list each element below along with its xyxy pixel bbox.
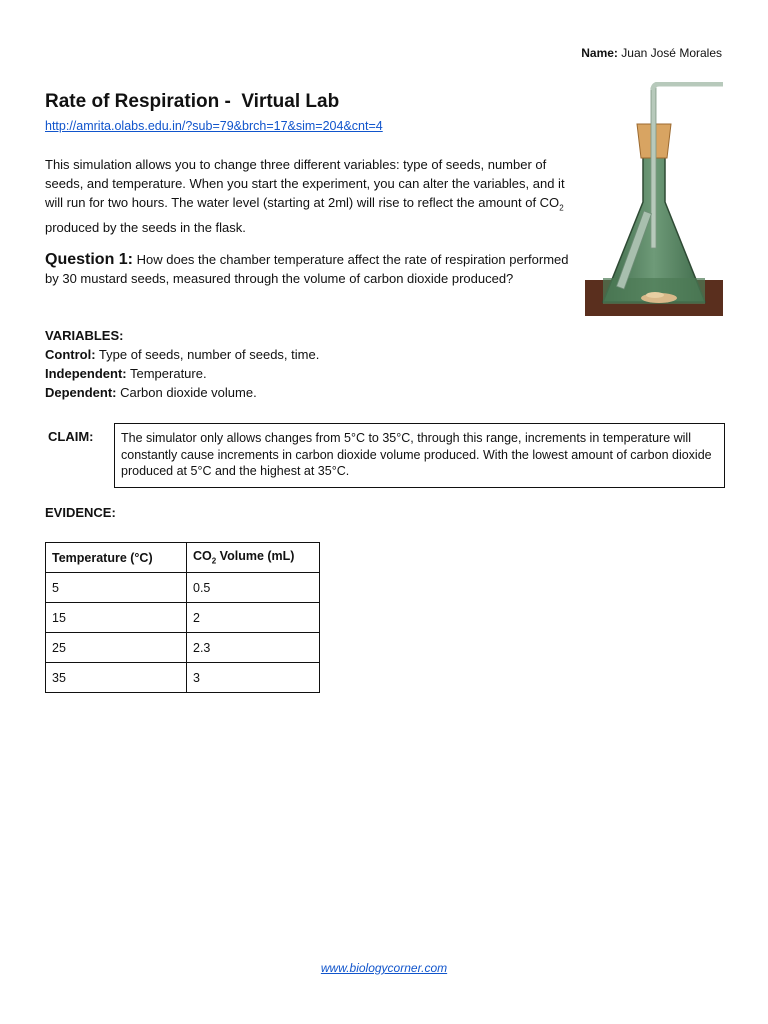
co2-header: $CO_2$ Volume (mL) (187, 543, 320, 573)
question-text: How does the chamber temperature affect the rate of respiration performed by 30 mustard seeds, measured through the volume of carbon dioxide produced? (45, 252, 569, 286)
intro-text-2: produced by the seeds in the flask. (45, 219, 246, 235)
temperature-cell: 15 (46, 603, 187, 633)
control-label: Control: (45, 347, 96, 362)
control-value: Type of seeds, number of seeds, time. (95, 347, 320, 362)
table-row (46, 633, 320, 663)
question-label: Question 1: (45, 251, 134, 268)
student-name (581, 46, 722, 60)
temperature-cell: 35 (46, 663, 187, 693)
page-title: Rate of Respiration - Virtual Lab (45, 91, 340, 112)
footer-link[interactable]: www.biologycorner.com (320, 961, 448, 975)
table-row (46, 573, 320, 603)
temperature-cell: 5 (46, 573, 187, 603)
independent-label: Independent: (45, 366, 127, 381)
evidence-label: EVIDENCE: (45, 505, 116, 520)
table-row (46, 603, 320, 633)
dependent-label: Dependent: (45, 385, 117, 400)
co2-cell: 3 (187, 663, 320, 693)
dependent-value: Carbon dioxide volume. (116, 385, 257, 400)
intro-subscript: 2 (559, 203, 564, 213)
table-header-row (46, 543, 320, 573)
evidence-table (45, 542, 320, 693)
co2-cell: 2 (187, 603, 320, 633)
co2-cell: 2.3 (187, 633, 320, 663)
table-row (46, 663, 320, 693)
name-label: Name: (581, 46, 618, 60)
intro-paragraph (45, 155, 573, 237)
variables-heading: VARIABLES: (45, 328, 124, 343)
claim-text: The simulator only allows changes from 5°C to 35°C, through this range, increments in temperature will constantly cause increments in carbon dioxide volume produced. With the lowest amount of carbon dioxide produced at 5°C and the highest at 35°C. (114, 423, 725, 488)
independent-value: Temperature. (126, 366, 207, 381)
name-value: Juan José Morales (621, 46, 722, 60)
intro-text-1: This simulation allows you to change three different variables: type of seeds, number of seeds, and temperature. When you start the experiment, you can alter the variables, and it will run for two hours. The water level (starting at 2ml) will rise to reflect the amount of CO (45, 157, 565, 210)
flask-illustration (585, 82, 723, 316)
claim-label: CLAIM: (48, 429, 94, 444)
question-1 (45, 250, 573, 288)
variables-section (45, 326, 565, 402)
co2-cell: 0.5 (187, 573, 320, 603)
simulation-link[interactable]: http://amrita.olabs.edu.in/?sub=79&brch=17&sim=204&cnt=4 (45, 119, 383, 133)
temperature-cell: 25 (46, 633, 187, 663)
temperature-header: Temperature (°C) (46, 543, 187, 573)
